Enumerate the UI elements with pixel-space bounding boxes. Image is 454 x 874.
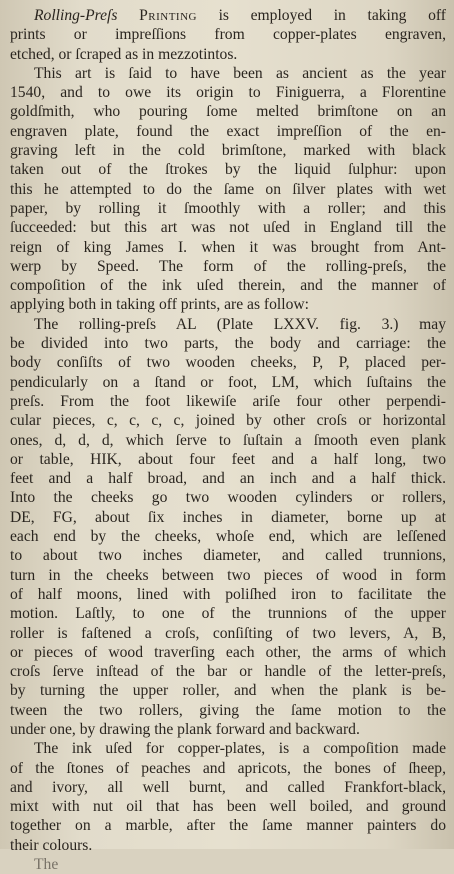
heading-italic: Rolling-Preſs [34, 7, 118, 24]
text-line: or table, HIK, about four feet and a half long, two [10, 450, 446, 468]
text-line: or pieces of wood traverſing each other, the arms of which [10, 643, 446, 661]
text-line: preſs. From the foot likewiſe ariſe four other perpendi- [10, 392, 446, 410]
text-line: this he attempted to do the ſame on ſilver plates with wet [10, 180, 446, 198]
text-line: ſucceeded: but this art was not uſed in England till the [10, 219, 446, 237]
text-line: their colours. [10, 836, 93, 854]
text-line: by turning the upper roller, and when the plank is be- [10, 682, 446, 700]
text-line: and ivory, all well burnt, and called Frankfort-black, [10, 778, 446, 796]
text-line: compoſition of the ink uſed therein, and the manner of [10, 277, 446, 295]
text-line: taken out of the ſtrokes by the liquid ſulphur: upon [10, 161, 446, 179]
cut-off-line: The [34, 856, 59, 874]
text-line: goldſmith, who pouring ſome melted brimſtone on an [10, 103, 446, 121]
text-line: ones, d, d, d, which ſerve to ſuſtain a ſmooth even plank [10, 431, 446, 449]
text-line: body conſiſts of two wooden cheeks, P, P, placed per- [10, 354, 446, 372]
article-column [10, 6, 446, 874]
text-line: paper, by rolling it ſmoothly with a roller; and this [10, 199, 446, 217]
text-line: reign of king James I. when it was brought from Ant- [10, 238, 446, 256]
text-line: under one, by drawing the plank forward and backward. [10, 720, 360, 738]
text-line: 1540, and to owe its origin to Finiguerra, a Florentine [10, 84, 446, 102]
text-line: prints or impreſſions from copper-plates engraven, [10, 26, 446, 44]
text-line: werp by Speed. The form of the rolling-preſs, the [10, 257, 446, 275]
text-line: This art is ſaid to have been as ancient as the year [34, 64, 446, 82]
text-line: roller is faſtened a croſs, conſiſting of two levers, A, B, [10, 624, 446, 642]
text-line: each end by the cheeks, whoſe end, which are leſſened [10, 528, 446, 546]
text-line: mixt with nut oil that has been well boiled, and ground [10, 798, 446, 816]
text-line: turn in the cheeks between two pieces of wood in form [10, 566, 446, 584]
text-line: applying both in taking off prints, are as follow: [10, 296, 309, 314]
text-line: feet and a half broad, and an inch and a half thick. [10, 470, 446, 488]
text-line: together on a marble, after the ſame manner painters do [10, 817, 446, 835]
text-line: DE, FG, about ſix inches in diameter, borne up at [10, 508, 446, 526]
text-line: engraven plate, found the exact impreſſion of the en- [10, 122, 446, 140]
text-line: is employed in taking off [196, 7, 446, 24]
text-line: cular pieces, c, c, c, c, joined by other croſs or horizontal [10, 412, 446, 430]
text-line: motion. Laſtly, to one of the trunnions of the upper [10, 605, 446, 623]
text-line: The rolling-preſs AL (Plate LXXV. fig. 3.) may [34, 315, 446, 333]
text-line: be divided into two parts, the body and carriage: the [10, 335, 446, 353]
text-line: graving left in the cold brimſtone, marked with black [10, 142, 446, 160]
text-line: Into the cheeks go two wooden cylinders or rollers, [10, 489, 446, 507]
text-line: of half moons, lined with poliſhed iron to facilitate the [10, 585, 446, 603]
text-line: pendicularly on a ſtand or foot, LM, which ſuſtains the [10, 373, 446, 391]
text-line: etched, or ſcraped as in mezzotintos. [10, 45, 238, 63]
text-line: tween the two rollers, giving the ſame motion to the [10, 701, 446, 719]
text-line: of the ſtones of peaches and apricots, the bones of ſheep, [10, 759, 446, 777]
text-line: to about two inches diameter, and called trunnions, [10, 547, 446, 565]
text-line: croſs ſerve inſtead of the bar or handle of the letter-preſs, [10, 663, 446, 681]
text-line: The ink uſed for copper-plates, is a compoſition made [34, 740, 446, 758]
heading-caps: Printing [139, 7, 197, 24]
article-heading-line [10, 6, 446, 25]
